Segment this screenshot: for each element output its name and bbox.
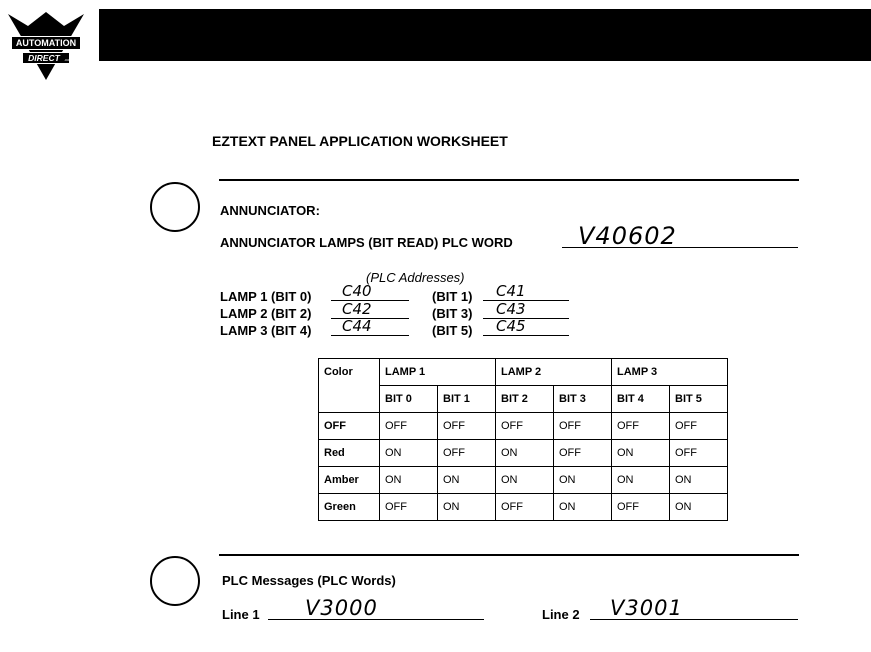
bit-cell: OFF <box>554 413 612 440</box>
bit-header: BIT 2 <box>496 386 554 413</box>
plc-word-label: ANNUNCIATOR LAMPS (BIT READ) PLC WORD <box>220 235 513 250</box>
logo-suffix: .com <box>64 57 73 62</box>
automationdirect-logo <box>8 12 84 80</box>
bit-cell: OFF <box>496 494 554 521</box>
bit-cell: ON <box>554 494 612 521</box>
section-marker-circle <box>150 182 200 232</box>
plc-messages-heading: PLC Messages (PLC Words) <box>222 573 396 588</box>
bit-header: BIT 4 <box>612 386 670 413</box>
bit-cell: ON <box>438 494 496 521</box>
bit-cell: ON <box>670 467 728 494</box>
row-color: Green <box>319 494 380 521</box>
lamp3-value: C44 <box>342 317 372 335</box>
lamp1-value: C40 <box>342 282 372 300</box>
lamp2-bit-value: C43 <box>496 300 526 318</box>
bit-cell: OFF <box>438 440 496 467</box>
bit-cell: ON <box>496 467 554 494</box>
bit-cell: ON <box>496 440 554 467</box>
lamp2-label: LAMP 2 (BIT 2) <box>220 306 312 321</box>
bit-cell: ON <box>554 467 612 494</box>
bit-cell: OFF <box>438 413 496 440</box>
table-row <box>319 413 728 440</box>
bit-cell: OFF <box>380 494 438 521</box>
annunciator-heading: ANNUNCIATOR: <box>220 203 320 218</box>
bit-cell: OFF <box>612 413 670 440</box>
plc-addresses-note: (PLC Addresses) <box>366 270 465 285</box>
bit-cell: OFF <box>554 440 612 467</box>
bit-cell: ON <box>380 467 438 494</box>
lamp1-bit-value: C41 <box>496 282 526 300</box>
line2-label: Line 2 <box>542 607 580 622</box>
header-bar <box>99 9 871 61</box>
line1-value: V3000 <box>305 596 378 620</box>
logo-line1: AUTOMATION <box>15 38 77 48</box>
lamp3-label: LAMP 3 (BIT 4) <box>220 323 312 338</box>
logo-line2: DIRECT <box>28 53 60 63</box>
plc-word-value: V40602 <box>578 222 677 250</box>
line1-label: Line 1 <box>222 607 260 622</box>
lamp2-header: LAMP 2 <box>496 359 612 386</box>
lamp2-bit-label: (BIT 3) <box>432 306 473 321</box>
page-title: EZTEXT PANEL APPLICATION WORKSHEET <box>212 133 508 149</box>
lamp3-bit-value: C45 <box>496 317 526 335</box>
table-row <box>319 494 728 521</box>
row-color: Red <box>319 440 380 467</box>
lamp1-header: LAMP 1 <box>380 359 496 386</box>
bit-cell: ON <box>612 440 670 467</box>
bit-cell: ON <box>380 440 438 467</box>
row-color: Amber <box>319 467 380 494</box>
lamp3-header: LAMP 3 <box>612 359 728 386</box>
bit-header: BIT 5 <box>670 386 728 413</box>
section-marker-circle <box>150 556 200 606</box>
table-header-row <box>319 359 728 386</box>
row-color: OFF <box>319 413 380 440</box>
lamp3-bit-label: (BIT 5) <box>432 323 473 338</box>
bit-cell: OFF <box>670 440 728 467</box>
table-subheader-row <box>319 386 728 413</box>
bit-header: BIT 1 <box>438 386 496 413</box>
line2-value: V3001 <box>610 596 683 620</box>
lamp2-value: C42 <box>342 300 372 318</box>
bit-cell: ON <box>438 467 496 494</box>
table-row <box>319 467 728 494</box>
color-header: Color <box>319 359 380 413</box>
bit-cell: OFF <box>612 494 670 521</box>
bit-cell: OFF <box>670 413 728 440</box>
bit-header: BIT 0 <box>380 386 438 413</box>
bit-cell: ON <box>612 467 670 494</box>
lamp1-label: LAMP 1 (BIT 0) <box>220 289 312 304</box>
bit-cell: ON <box>670 494 728 521</box>
section-divider <box>219 179 799 181</box>
bit-cell: OFF <box>496 413 554 440</box>
bit-header: BIT 3 <box>554 386 612 413</box>
table-row <box>319 440 728 467</box>
bit-cell: OFF <box>380 413 438 440</box>
lamp-color-table <box>318 358 728 521</box>
lamp1-bit-label: (BIT 1) <box>432 289 473 304</box>
section-divider <box>219 554 799 556</box>
